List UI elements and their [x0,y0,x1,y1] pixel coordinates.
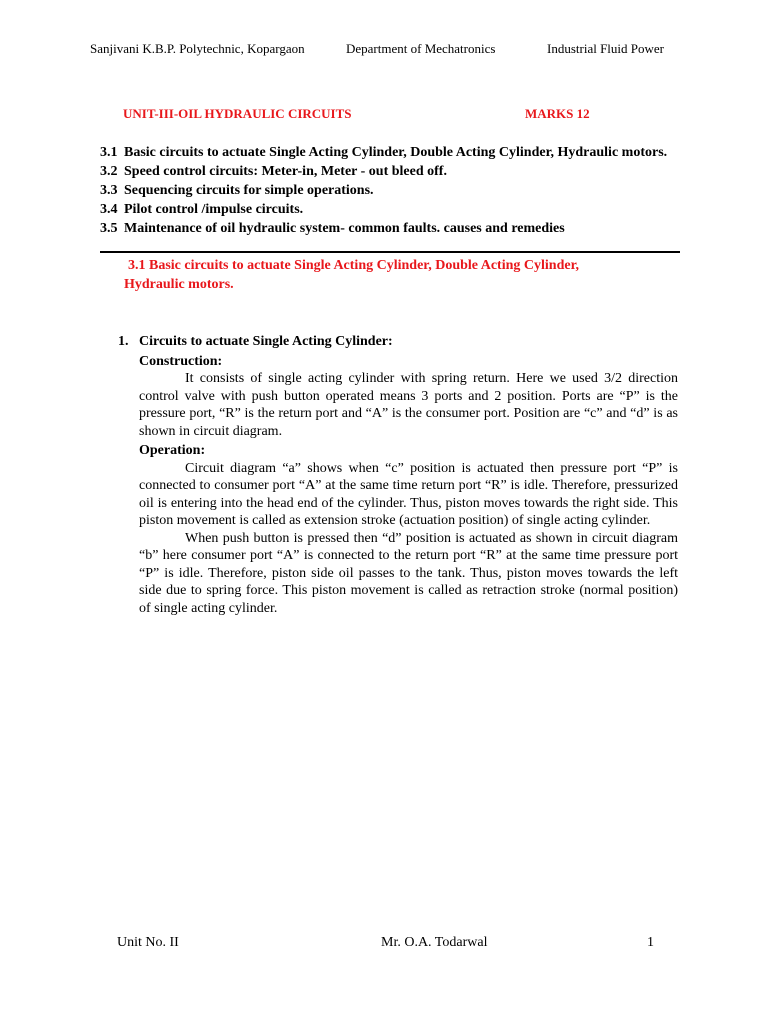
page-header [0,41,768,61]
section-heading-line1: 3.1 Basic circuits to actuate Single Acting Cylinder, Double Acting Cylinder, [128,258,579,273]
page-footer [0,935,768,955]
construction-paragraph: It consists of single acting cylinder with spring return. Here we used 3/2 direction control valve with push button operated means 3 ports and 2 position. Ports are “P” is the pressure port, “R” is the return port and “A” is the consumer port. Position are “c” and “d” is as shown in circuit diagram. [139,371,678,439]
syllabus-item [100,143,680,162]
operation-paragraph-1: Circuit diagram “a” shows when “c” position is actuated then pressure port “P” is connected to consumer port “A” at the same time return port “R” is idle. Therefore, pressurized oil is entering into the head end of the cylinder. Thus, piston moves towards the right side. This piston movement is called as extension stroke (actuation position) of single acting cylinder. [139,460,678,528]
syllabus-number: 3.4 [100,202,118,217]
unit-title: UNIT-III-OIL HYDRAULIC CIRCUITS [123,106,352,121]
item-body [139,353,678,618]
section-heading [124,256,664,294]
syllabus-list [100,143,680,238]
syllabus-number: 3.5 [100,221,118,236]
unit-marks: MARKS 12 [525,106,590,121]
syllabus-number: 3.3 [100,183,118,198]
construction-heading: Construction: [139,353,223,369]
syllabus-text: Speed control circuits: Meter-in, Meter - out bleed off. [124,164,447,179]
footer-page-number: 1 [647,935,654,950]
operation-heading: Operation: [139,443,206,458]
syllabus-item [100,181,680,200]
syllabus-item [100,162,680,181]
syllabus-text: Sequencing circuits for simple operations. [124,183,374,198]
section-divider [100,251,680,253]
item-heading [118,333,678,351]
syllabus-number: 3.1 [100,145,118,160]
syllabus-item [100,219,680,238]
footer-unit: Unit No. II [117,935,179,950]
header-department: Department of Mechatronics [346,41,496,56]
syllabus-text: Pilot control /impulse circuits. [124,202,304,217]
syllabus-item [100,200,680,219]
main-content [118,333,678,617]
header-subject: Industrial Fluid Power [547,41,664,56]
operation-paragraph-2: When push button is pressed then “d” position is actuated as shown in circuit diagram “b” here consumer port “A” is connected to the return port “R” at the same time pressure port “P” is idle. Therefore, piston side oil passes to the tank. Thus, piston moves towards the left side due to spring force. This piston movement is called as retraction stroke (normal position) of single acting cylinder. [139,530,678,616]
syllabus-text: Basic circuits to actuate Single Acting Cylinder, Double Acting Cylinder, Hydraulic motors. [124,145,668,160]
header-institute: Sanjivani K.B.P. Polytechnic, Kopargaon [90,41,305,56]
section-heading-line2: Hydraulic motors. [124,277,234,292]
syllabus-number: 3.2 [100,164,118,179]
item-number: 1. [118,334,129,349]
footer-author: Mr. O.A. Todarwal [381,935,488,950]
syllabus-text: Maintenance of oil hydraulic system- common faults. causes and remedies [124,221,565,236]
item-title: Circuits to actuate Single Acting Cylinder: [139,334,393,349]
